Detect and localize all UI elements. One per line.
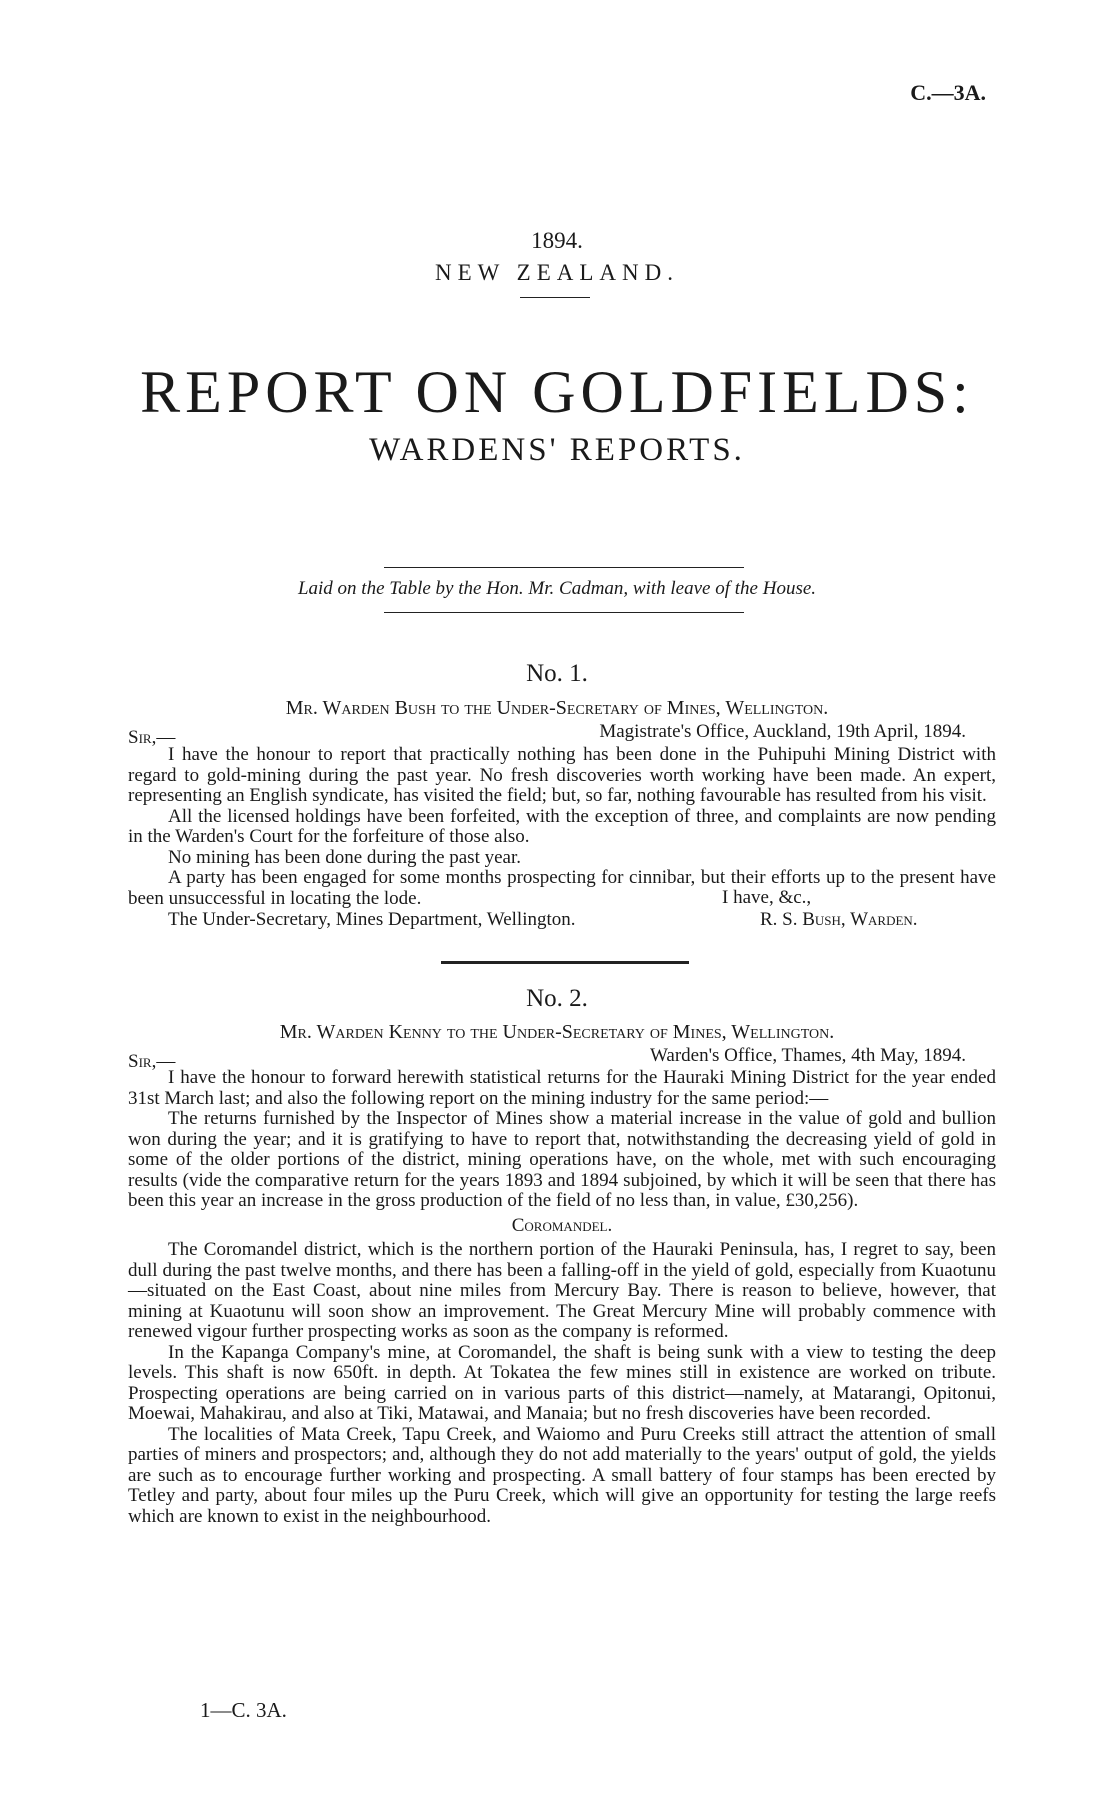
- salutation: Sir,—: [128, 1051, 176, 1072]
- letter-number: No. 1.: [526, 660, 588, 687]
- sender-address: Magistrate's Office, Auckland, 19th April, 1894.: [599, 721, 966, 742]
- main-title: REPORT ON GOLDFIELDS:: [140, 359, 974, 425]
- laid-rule-top: [384, 567, 744, 568]
- letter-number: No. 2.: [526, 985, 588, 1012]
- letter-divider: [441, 961, 689, 964]
- document-reference: C.—3A.: [910, 80, 986, 105]
- subtitle: WARDENS' REPORTS.: [369, 432, 745, 468]
- signature: R. S. Bush, Warden.: [760, 909, 918, 930]
- paragraph: In the Kapanga Company's mine, at Coromandel, the shaft is being sunk with a view to testing the deep levels. This shaft is now 650ft. in depth. At Tokatea the few mines still in existence are worked on tribute. Prospecting operations are being carried on in various parts of this district—namely, at Matarangi, Opitonui, Moewai, Mahakirau, and also at Tiki, Matawai, and Manaia; but no fresh discoveries have been recorded.: [128, 1341, 996, 1424]
- paragraph: The Coromandel district, which is the northern portion of the Hauraki Peninsula, has, I regret to say, been dull during the past twelve months, and there has been a falling-off in the yield of gold, especially from Kuaotunu—situated on the East Coast, about nine miles from Mercury Bay. There is reason to believe, however, that mining at Kuaotunu will soon show an improvement. The Great Mercury Mine will probably commence with renewed vigour further prospecting works as soon as the company is reformed.: [128, 1239, 996, 1342]
- paragraph: All the licensed holdings have been forfeited, with the exception of three, and complaints are now pending in the Warden's Court for the forfeiture of those also.: [128, 805, 996, 847]
- signature-mark: 1—C. 3A.: [200, 1698, 287, 1722]
- laid-rule-bottom: [384, 612, 744, 613]
- paragraph: I have the honour to forward herewith statistical returns for the Hauraki Mining District for the year ended 31st March last; and also the following report on the mining industry for the same period:—: [128, 1067, 996, 1109]
- letter-body: [128, 1068, 996, 1527]
- paragraph: The returns furnished by the Inspector of Mines show a material increase in the value of gold and bullion won during the year; and it is gratifying to have to report that, notwithstanding the decreasing yield of gold in some of the older portions of the district, mining operations have, on the whole, met with such encouraging results (vide the comparative return for the years 1893 and 1894 subjoined, by which it will be seen that there has been this year an increase in the gross production of the field of no less than, in value, £30,256).: [128, 1108, 996, 1211]
- title-divider: [520, 297, 590, 298]
- recipient: The Under-Secretary, Mines Department, Wellington.: [168, 909, 576, 930]
- laid-on-table-line: Laid on the Table by the Hon. Mr. Cadman, with leave of the House.: [297, 578, 817, 599]
- letter-heading: Mr. Warden Kenny to the Under-Secretary of Mines, Wellington.: [279, 1021, 835, 1043]
- sender-address: Warden's Office, Thames, 4th May, 1894.: [649, 1045, 966, 1066]
- letter-body: [128, 745, 996, 909]
- country: NEW ZEALAND.: [434, 260, 680, 285]
- paragraph: A party has been engaged for some months prospecting for cinnibar, but their efforts up to the present have been unsuccessful in locating the lode.: [128, 867, 996, 909]
- salutation: Sir,—: [128, 727, 176, 748]
- year: 1894.: [531, 228, 583, 253]
- paragraph: No mining has been done during the past year.: [168, 846, 522, 868]
- paragraph: The localities of Mata Creek, Tapu Creek, and Waiomo and Puru Creeks still attract the attention of small parties of miners and prospectors; and, although they do not add materially to the years' output of gold, the yields are such as to encourage further working and prospecting. A small battery of four stamps has been erected by Tetley and party, about four miles up the Puru Creek, which will give an opportunity for testing the large reefs which are known to exist in the neighbourhood.: [128, 1423, 996, 1527]
- section-heading: Coromandel.: [511, 1214, 613, 1236]
- closing: I have, &c.,: [722, 887, 812, 908]
- letter-heading: Mr. Warden Bush to the Under-Secretary of Mines, Wellington.: [285, 697, 829, 719]
- paragraph: I have the honour to report that practically nothing has been done in the Puhipuhi Mining District with regard to gold-mining during the past year. No fresh discoveries worth working have been made. An expert, representing an English syndicate, has visited the field; but, so far, nothing favourable has resulted from his visit.: [128, 744, 996, 806]
